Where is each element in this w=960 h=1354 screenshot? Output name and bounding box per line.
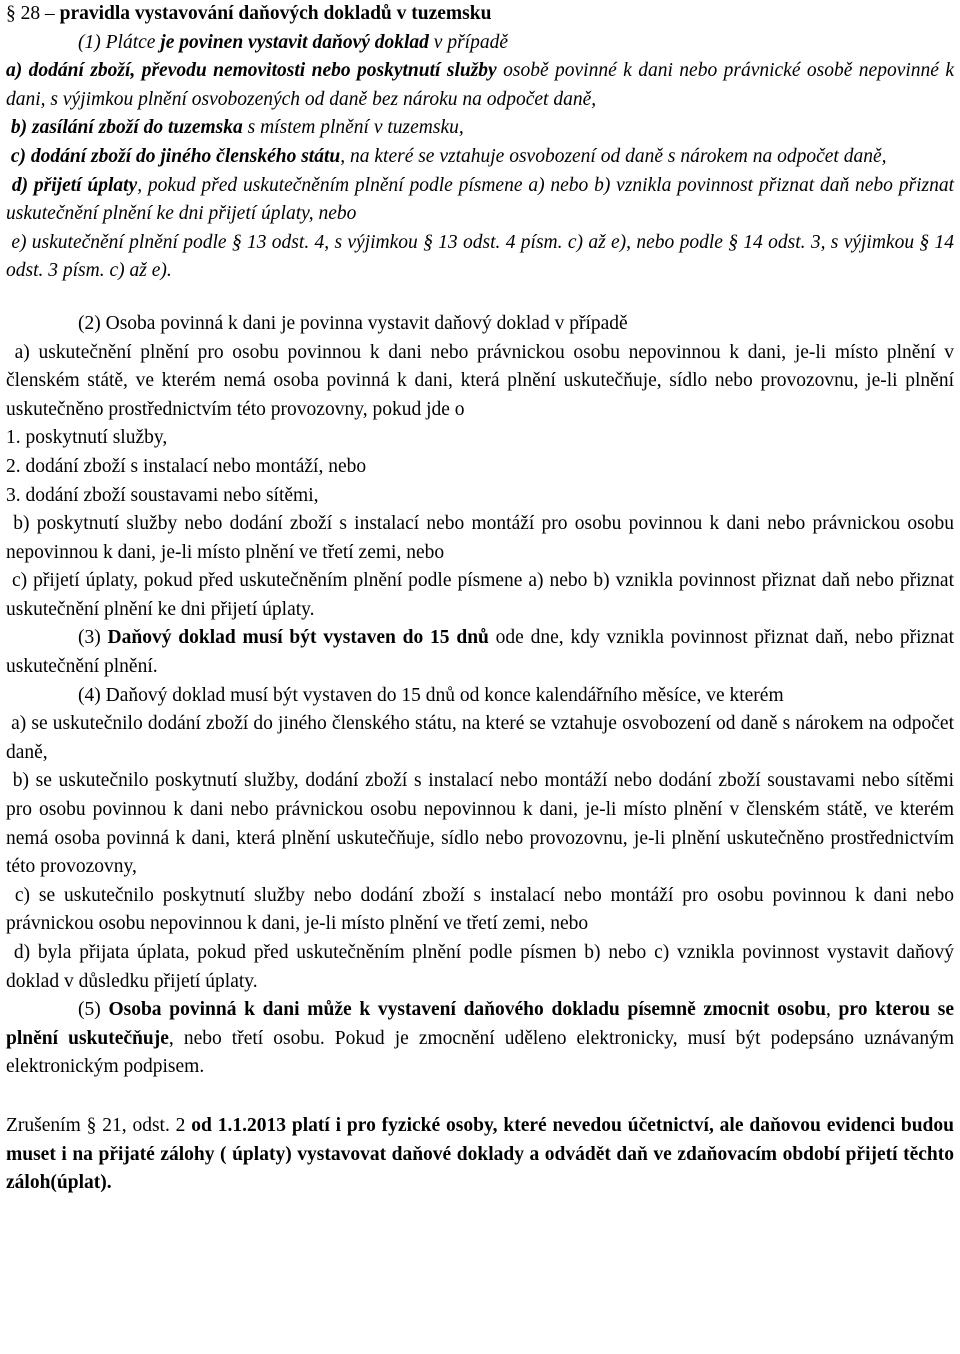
paragraph-2-item-b: b) poskytnutí služby nebo dodání zboží s instalací nebo montáží pro osobu povinnou k dani nebo právnickou osobu nepovinnou k dani, je-li místo plnění ve třetí zemi, nebo <box>6 513 954 563</box>
paragraph-1-item-d: d) přijetí úplaty, pokud před uskutečněním plnění podle písmene a) nebo b) vznikla povinnost přiznat daň nebo přiznat uskutečnění plnění ke dni přijetí úplaty, nebo <box>6 174 955 225</box>
paragraph-1-item-b: b) zasílání zboží do tuzemska s místem plnění v tuzemsku, <box>10 117 464 139</box>
section-sign: § <box>86 1114 97 1136</box>
paragraph-2-subitem-3: 3. dodání zboží soustavami nebo sítěmi, <box>6 484 319 506</box>
paragraph-2 <box>6 310 954 625</box>
section-number: 28 <box>20 3 41 24</box>
section-heading: § 28 – pravidla vystavování daňových dokladů v tuzemsku <box>6 3 492 24</box>
paragraph-2-subitem-1: 1. poskytnutí služby, <box>6 427 168 449</box>
paragraph-1-intro: (1) Plátce je povinen vystavit daňový doklad v případě <box>78 31 508 53</box>
section-sign: § <box>423 231 433 253</box>
paragraph-2-item-c: c) přijetí úplaty, pokud před uskutečněním plnění podle písmene a) nebo b) vznikla povinnost přiznat daň nebo přiznat uskutečnění plnění ke dni přijetí úplaty. <box>6 570 955 620</box>
section-sign: § <box>231 231 242 253</box>
paragraph-3: (3) Daňový doklad musí být vystaven do 15 dnů ode dne, kdy vznikla povinnost přiznat daň, nebo přiznat uskutečnění plnění. <box>6 627 955 678</box>
paragraph-1 <box>6 29 954 286</box>
amendment-note: Zrušením § 21, odst. 2 od 1.1.2013 platí i pro fyzické osoby, které nevedou účetnictví, ale daňovou evidenci budou muset i na přijaté zálohy ( úplaty) vystavovat daňové doklady a odvádět daň ve zdaňovacím období přijetí těchto záloh(úplat). <box>6 1114 954 1194</box>
paragraph-2-intro: (2) Osoba povinná k dani je povinna vystavit daňový doklad v případě <box>78 312 628 334</box>
section-sign: § <box>728 231 738 253</box>
section-sign: § <box>6 3 16 24</box>
paragraph-1-item-c: c) dodání zboží do jiného členského státu, na které se vztahuje osvobození od daně s nárokem na odpočet daně, <box>10 145 887 167</box>
paragraph-4-item-c: c) se uskutečnilo poskytnutí služby nebo dodání zboží s instalací nebo montáží pro osobu povinnou k dani nebo právnickou osobu nepovinnou k dani, je-li místo plnění ve třetí zemi, nebo <box>6 884 955 935</box>
paragraph-4-item-a: a) se uskutečnilo dodání zboží do jiného členského státu, na které se vztahuje osvobození od daně s nárokem na odpočet daně, <box>6 713 954 763</box>
paragraph-2-item-a: a) uskutečnění plnění pro osobu povinnou k dani nebo právnickou osobu nepovinnou k dani, je-li místo plnění v členském státě, ve kterém nemá osoba povinná k dani, která plnění uskutečňuje, sídlo nebo provozovnu, je-li plnění uskutečněno prostřednictvím této provozovny, pokud jde o <box>6 341 955 420</box>
paragraph-4-item-d: d) byla přijata úplata, pokud před uskutečněním plnění podle písmen b) nebo c) vznikla povinnost vystavit daňový doklad v důsledku přijetí úplaty. <box>6 942 955 992</box>
paragraph-4-intro: (4) Daňový doklad musí být vystaven do 15 dnů od konce kalendářního měsíce, ve kterém <box>78 684 784 706</box>
paragraph-4 <box>6 682 954 997</box>
paragraph-5: (5) Osoba povinná k dani může k vystavení daňového dokladu písemně zmocnit osobu, pro kterou se plnění uskutečňuje, nebo třetí osobu. Pokud je zmocnění uděleno elektronicky, musí být podepsáno uznávaným elektronickým podpisem. <box>6 999 954 1078</box>
paragraph-2-subitem-2: 2. dodání zboží s instalací nebo montáží, nebo <box>6 455 367 477</box>
section-sign: § <box>919 231 930 253</box>
paragraph-1-item-a: a) dodání zboží, převodu nemovitosti nebo poskytnutí služby osobě povinné k dani nebo právnické osobě nepovinné k dani, s výjimkou plnění osvobozených od daně bez nároku na odpočet daně, <box>6 60 954 110</box>
paragraph-1-item-e: e) uskutečnění plnění podle § 13 odst. 4, s výjimkou § 13 odst. 4 písm. c) až e), nebo podle § 14 odst. 3, s výjimkou § 14 odst. 3 písm. c) až e). <box>6 231 954 282</box>
paragraph-4-item-b: b) se uskutečnilo poskytnutí služby, dodání zboží s instalací nebo montáží nebo dodání zboží soustavami nebo sítěmi pro osobu povinnou k dani nebo právnickou osobu nepovinnou k dani, je-li místo plnění v členském státě, ve kterém nemá osoba povinná k dani, která plnění uskutečňuje, sídlo nebo provozovnu, je-li plnění uskutečněno prostřednictvím této provozovny, <box>6 770 954 878</box>
section-title: pravidla vystavování daňových dokladů v tuzemsku <box>59 3 492 24</box>
